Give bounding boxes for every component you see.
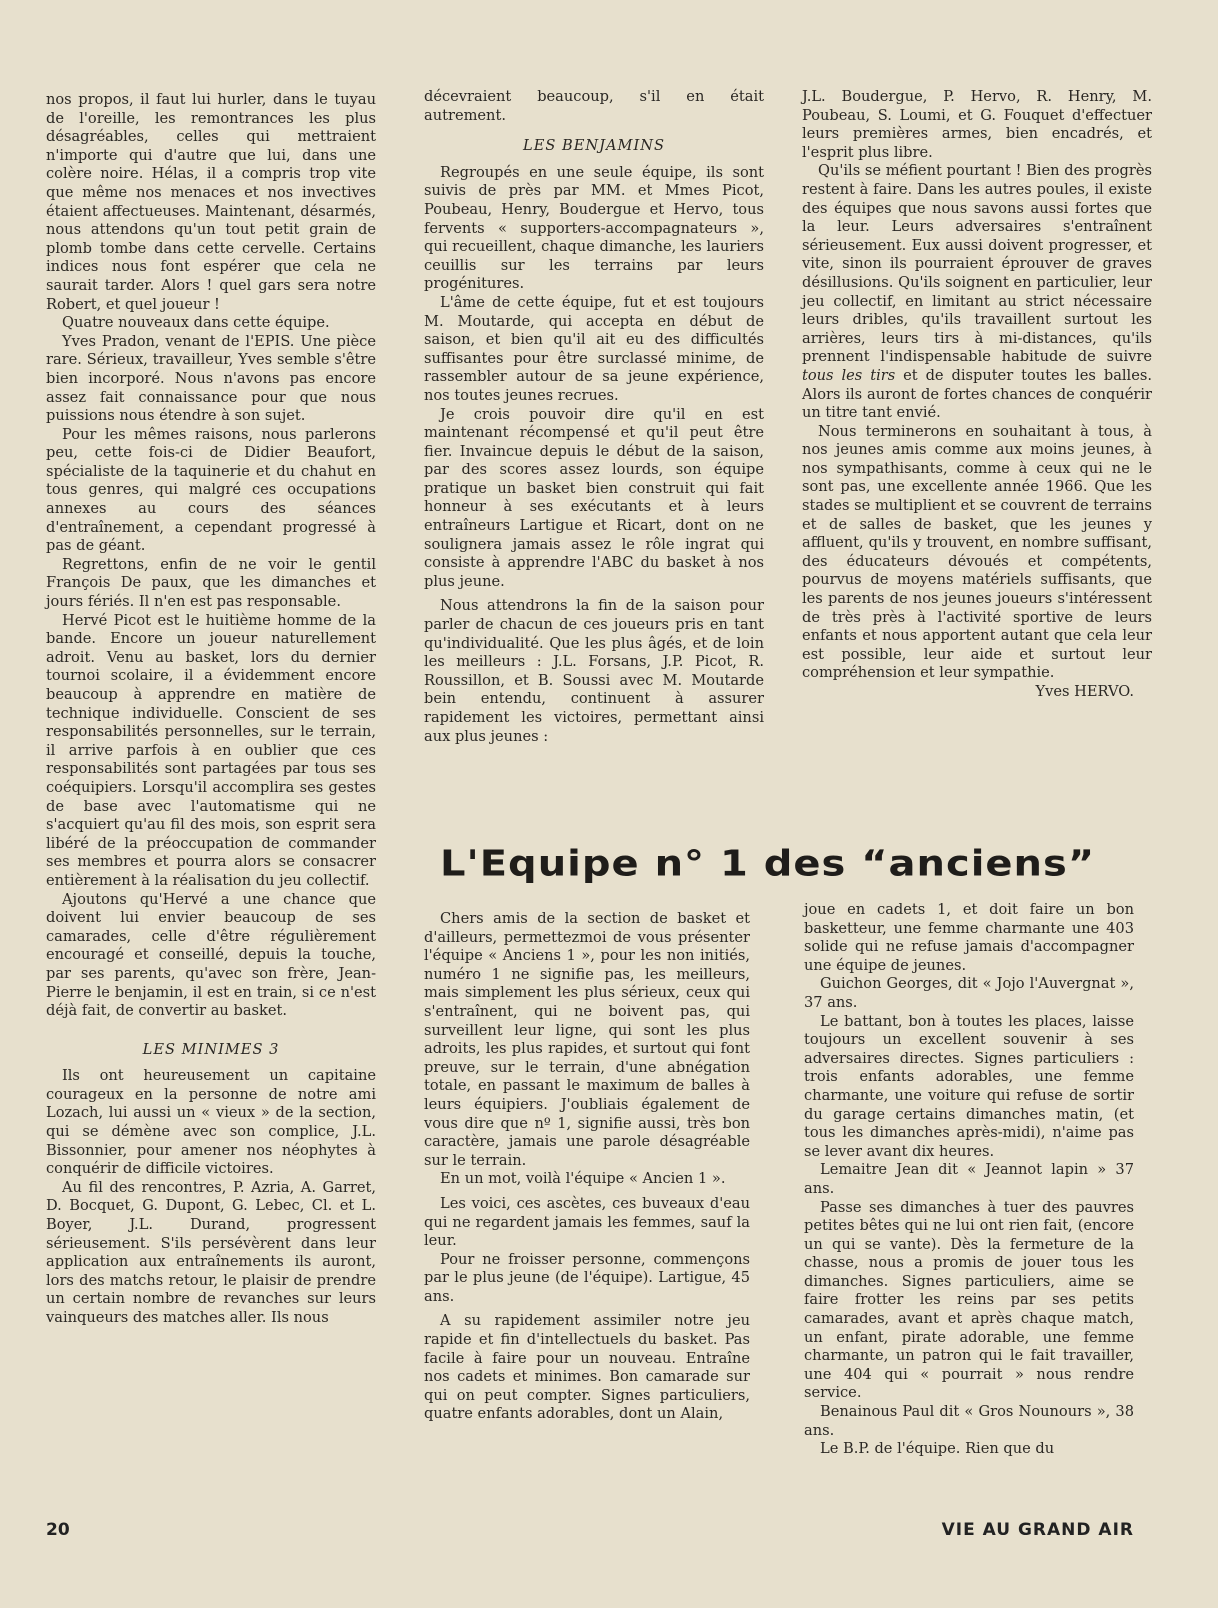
paragraph: Pour les mêmes raisons, nous parlerons peu, cette fois-ci de Didier Beaufort, spécialiste de la taquinerie et du chahut en tous genres, qui malgré ces occupations annexes au cours des séances d'entraînement, a cependant progressé à pas de géant. [46, 425, 376, 555]
paragraph: Je crois pouvoir dire qu'il en est maintenant récompensé et qu'il peut être fier. Invaincue depuis le début de la saison, par des scores assez lourds, son équipe pratique un basket bien construit qui fait honneur à ses exécutants et à leurs entraîneurs Lartigue et Ricart, dont on ne soulignera jamais assez le rôle ingrat qui consiste à apprendre l'ABC du basket à nos plus jeune. [424, 405, 764, 590]
paragraph: Regroupés en une seule équipe, ils sont suivis de près par MM. et Mmes Picot, Poubeau, Henry, Boudergue et Hervo, tous fervents « supporters-accompagnateurs », qui recueillent, chaque dimanche, les lauriers ceuillis sur les terrains par leurs progénitures. [424, 163, 764, 293]
article-headline: L'Equipe n° 1 des “anciens” [440, 842, 1096, 885]
section-heading-benjamins: LES BENJAMINS [523, 137, 665, 155]
paragraph: nos propos, il faut lui hurler, dans le tuyau de l'oreille, les remontrances les plus désagréables, celles qui mettraient n'importe qui d'autre que lui, dans une colère noire. Hélas, il a compris trop vite que même nos menaces et nos invectives étaient affectueuses. Maintenant, désarmés, nous attendons qu'un tout petit grain de plomb tombe dans cette cervelle. Certains indices nous font espérer que cela ne saurait tarder. Alors ! quel gars sera notre Robert, et quel joueur ! [46, 91, 376, 313]
paragraph: Hervé Picot est le huitième homme de la bande. Encore un joueur naturellement adroit. Venu au basket, lors du dernier tournoi scolaire, il a évidemment encore beaucoup à apprendre en matière de technique individuelle. Conscient de ses responsabilités personnelles, sur le terrain, il arrive parfois à en oublier que ces responsabilités sont partagées par tous ses coéquipiers. Lorsqu'il accomplira ses gestes de base avec l'automatisme qui ne s'acquiert qu'au fil des mois, son esprit sera libéré de la préoccupation de commander ses membres et pourra alors se consacrer entièrement à la réalisation du jeu collectif. [46, 611, 376, 889]
paragraph: Quatre nouveaux dans cette équipe. [62, 314, 330, 332]
paragraph: Nous attendrons la fin de la saison pour parler de chacun de ces joueurs pris en tant qu'individualité. Que les plus âgés, et de loin les meilleurs : J.L. Forsans, J.P. Picot, R. Roussillon, et B. Soussi avec M. Moutarde bein entendu, continuent à assurer rapidement les victoires, permettant ainsi aux plus jeunes : [424, 597, 764, 745]
article-column-4 [424, 910, 750, 1424]
article-column-1 [46, 91, 376, 1328]
article-column-3 [802, 88, 1152, 702]
paragraph: Chers amis de la section de basket et d'ailleurs, permettezmoi de vous présenter l'équipe « Anciens 1 », pour les non initiés, numéro 1 ne signifie pas, les meilleurs, mais simplement les plus sérieux, ceux qui s'entraînent, qui ne boivent pas, qui surveillent leur ligne, qui sont les plus adroits, les plus rapides, et surtout qui font preuve, sur le terrain, d'une abnégation totale, en passant le maximum de balles à leurs équipiers. J'oubliais également de vous dire que nº 1, signifie aussi, très bon caractère, jamais une parole désagréable sur le terrain. [424, 910, 750, 1169]
paragraph: Le B.P. de l'équipe. Rien que du [820, 1440, 1055, 1458]
article-column-5 [804, 901, 1134, 1459]
paragraph: Guichon Georges, dit « Jojo l'Auvergnat », 37 ans. [804, 975, 1134, 1011]
paragraph-text: Qu'ils se méfient pourtant ! Bien des progrès restent à faire. Dans les autres poules, il existe des équipes que nous savons aussi fortes que la leur. Leurs adversaires s'entraînent sérieusement. Eux aussi doivent progresser, et vite, sinon ils pourraient éprouver de graves désillusions. Qu'ils soignent en particulier, leur jeu collectif, en limitant au strict nécessaire leurs dribles, qu'ils travaillent surtout les arrières, leurs tirs à mi-distances, qu'ils prennent l'indispensable habitude de suivre [802, 162, 1152, 366]
page-number: 20 [46, 1520, 70, 1540]
paragraph: Les voici, ces ascètes, ces buveaux d'eau qui ne regardent jamais les femmes, sauf la leur. [424, 1194, 750, 1250]
paragraph: Nous terminerons en souhaitant à tous, à nos jeunes amis comme aux moins jeunes, à nos sympathisants, comme à ceux qui ne le sont pas, une excellente année 1966. Que les stades se multiplient et se couvrent de terrains et de salles de basket, que les jeunes y affluent, qu'ils y trouvent, en nombre suffisant, des éducateurs dévoués et compétents, pourvus de moyens matériels suffisants, que les parents de nos jeunes joueurs s'intéressent de très près à l'activité sportive de leurs enfants et nous apportent autant que cela leur est possible, leur aide et surtout leur compréhension et leur sympathie. [802, 422, 1152, 682]
paragraph: décevraient beaucoup, s'il en était autrement. [424, 88, 764, 124]
paragraph: Lemaitre Jean dit « Jeannot lapin » 37 ans. [804, 1161, 1134, 1197]
paragraph: L'âme de cette équipe, fut et est toujours M. Moutarde, qui accepta en début de saison, et bien qu'il ait eu des difficultés suffisantes pour être surclassé minime, de rassembler autour de sa jeune expérience, nos toutes jeunes recrues. [424, 293, 764, 404]
paragraph: Ils ont heureusement un capitaine courageux en la personne de notre ami Lozach, lui aussi un « vieux » de la section, qui se démène avec son complice, J.L. Bissonnier, pour amener nos néophytes à conquérir de difficile victoires. [46, 1067, 376, 1178]
paragraph [802, 162, 1152, 422]
paragraph: A su rapidement assimiler notre jeu rapide et fin d'intellectuels du basket. Pas facile à faire pour un nouveau. Entraîne nos cadets et minimes. Bon camarade sur qui on peut compter. Signes particuliers, quatre enfants adorables, dont un Alain, [424, 1312, 750, 1423]
paragraph: Passe ses dimanches à tuer des pauvres petites bêtes qui ne lui ont rien fait, (encore un qui se vante). Dès la fermeture de la chasse, nous a promis de jouer tous les dimanches. Signes particuliers, aime se faire frotter les reins par ses petits camarades, avant et après chaque match, un enfant, pirate adorable, une femme charmante, un patron qui le fait travailler, une 404 qui « pourrait » nous rendre service. [804, 1198, 1134, 1402]
paragraph: Au fil des rencontres, P. Azria, A. Garret, D. Bocquet, G. Dupont, G. Lebec, Cl. et L. Boyer, J.L. Durand, progressent sérieusement. S'ils persévèrent dans leur application aux entraînements ils auront, lors des matchs retour, le plaisir de prendre un certain nombre de revanches sur leurs vainqueurs des matches aller. Ils nous [46, 1178, 376, 1326]
author-signature: Yves HERVO. [1035, 683, 1134, 700]
paragraph: Pour ne froisser personne, commençons par le plus jeune (de l'équipe). Lartigue, 45 ans. [424, 1250, 750, 1305]
paragraph: Le battant, bon à toutes les places, laisse toujours un excellent souvenir à ses adversaires directes. Signes particuliers : trois enfants adorables, une femme charmante, une voiture qui refuse de sortir du garage certains dimanches matin, (et tous les dimanches après-midi), n'aime pas se lever avant dix heures. [804, 1012, 1134, 1160]
paragraph: joue en cadets 1, et doit faire un bon basketteur, une femme charmante une 403 solide qui ne refuse jamais d'accompagner une équipe de jeunes. [804, 901, 1134, 974]
paragraph: Regrettons, enfin de ne voir le gentil François De paux, que les dimanches et jours fériés. Il n'en est pas responsable. [46, 555, 376, 611]
section-heading-minimes: LES MINIMES 3 [142, 1040, 280, 1058]
paragraph: J.L. Boudergue, P. Hervo, R. Henry, M. Poubeau, S. Loumi, et G. Fouquet d'effectuer leurs premières armes, bien encadrés, et l'esprit plus libre. [802, 88, 1152, 161]
paragraph: Benainous Paul dit « Gros Nounours », 38 ans. [804, 1403, 1134, 1439]
article-column-2 [424, 88, 764, 746]
paragraph: Yves Pradon, venant de l'EPIS. Une pièce rare. Sérieux, travailleur, Yves semble s'être bien incorporé. Nous n'avons pas encore assez fait connaissance pour que nous puissions nous étendre à son sujet. [46, 332, 376, 425]
emphasis-text: tous les tirs [802, 366, 896, 384]
magazine-title: VIE AU GRAND AIR [941, 1520, 1134, 1540]
paragraph: En un mot, voilà l'équipe « Ancien 1 ». [440, 1170, 726, 1188]
paragraph: Ajoutons qu'Hervé a une chance que doivent lui envier beaucoup de ses camarades, celle d'être régulièrement encouragé et conseillé, depuis la touche, par ses parents, qu'avec son frère, Jean-Pierre le benjamin, il est en train, si ce n'est déjà fait, de convertir au basket. [46, 890, 376, 1020]
paragraph-text: et de disputer toutes les balles. Alors ils auront de fortes chances de conquérir un titre tant envié. [802, 366, 1152, 422]
